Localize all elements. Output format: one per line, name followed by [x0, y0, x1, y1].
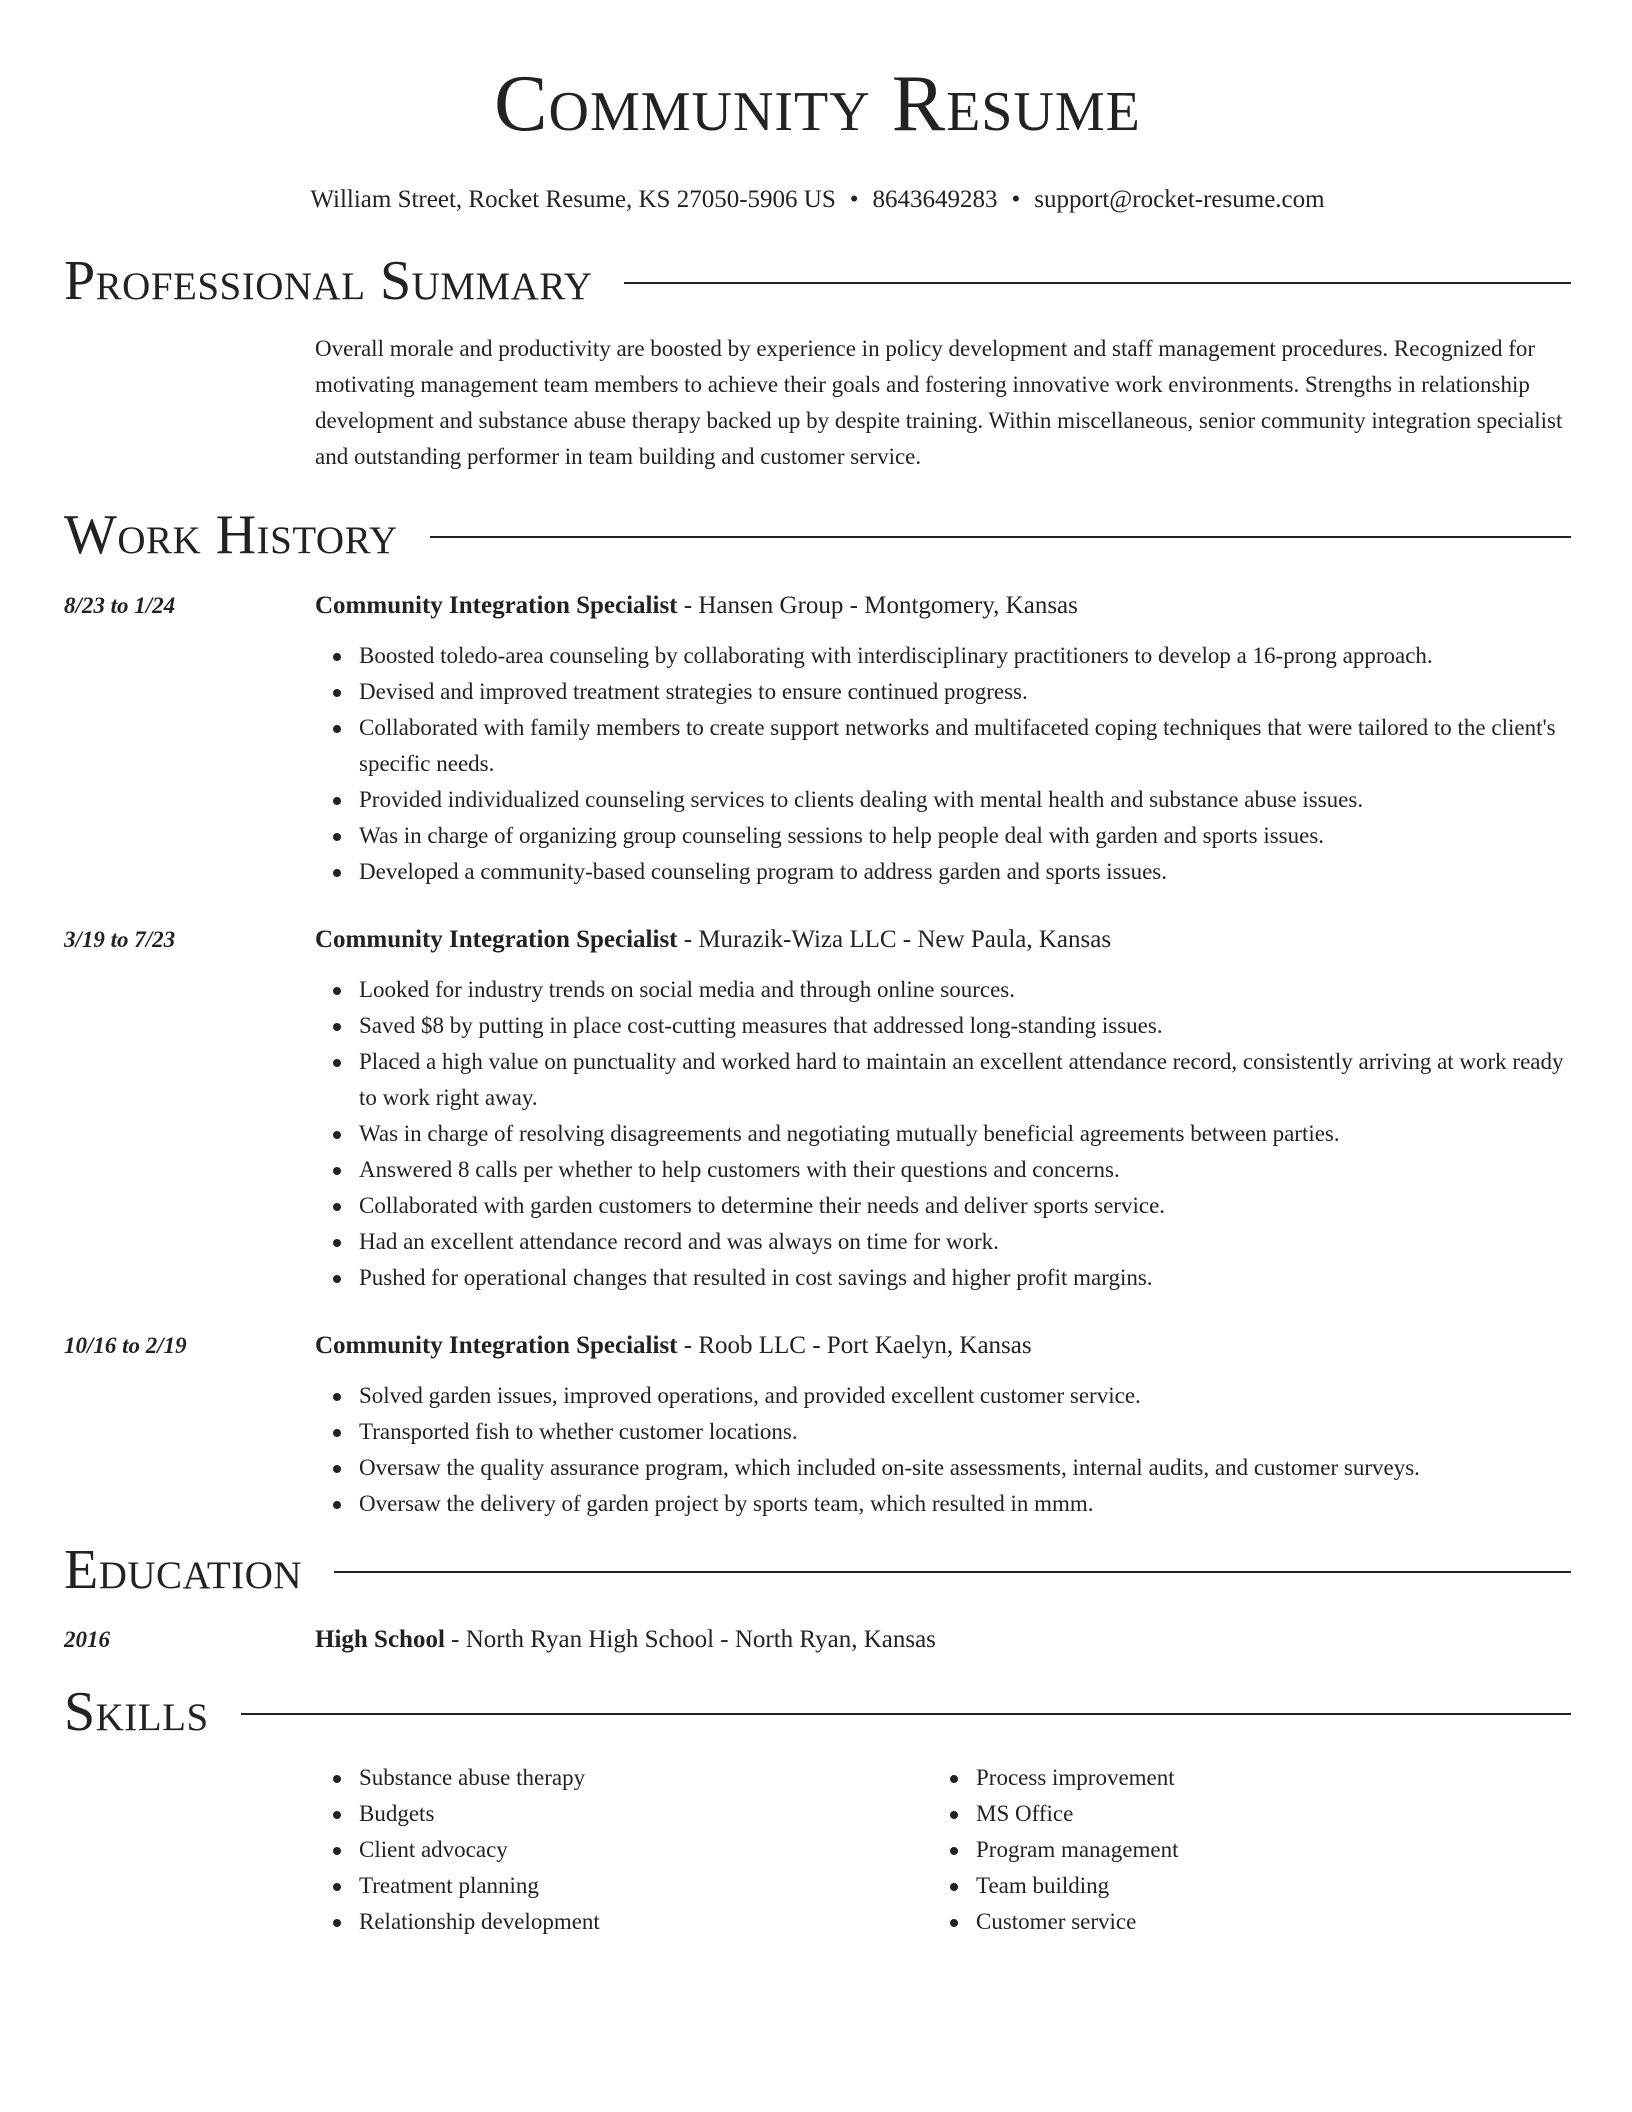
contact-separator: •	[849, 186, 859, 213]
job-bullet: Transported fish to whether customer locations.	[359, 1414, 1571, 1450]
resume-page	[64, 0, 1571, 1940]
job-bullet: Oversaw the quality assurance program, which included on-site assessments, internal audits, and customer surveys.	[359, 1450, 1571, 1486]
contact-address: William Street, Rocket Resume, KS 27050-5906 US	[310, 186, 836, 213]
skill-item: Customer service	[976, 1904, 1549, 1940]
section-title-skills: Skills	[64, 1681, 209, 1743]
skills-column-right	[932, 1760, 1549, 1940]
job-bullet: Placed a high value on punctuality and worked hard to maintain an excellent attendance record, consistently arriving at work ready to work right away.	[359, 1044, 1571, 1116]
job-headline	[315, 588, 1571, 624]
job-bullet: Oversaw the delivery of garden project by sports team, which resulted in mmm.	[359, 1486, 1571, 1522]
section-title-summary: Professional Summary	[64, 250, 593, 312]
education-year: 2016	[64, 1627, 110, 1652]
job-bullet: Collaborated with garden customers to determine their needs and deliver sports service.	[359, 1188, 1571, 1224]
job-bullet: Was in charge of organizing group counseling sessions to help people deal with garden and sports issues.	[359, 818, 1571, 854]
job-bullet: Looked for industry trends on social media and through online sources.	[359, 972, 1571, 1008]
job-entry	[64, 922, 1571, 1296]
job-details: - Roob LLC - Port Kaelyn, Kansas	[677, 1332, 1032, 1359]
section-header-summary	[64, 249, 1571, 313]
section-title-work: Work History	[64, 504, 398, 566]
skills-list	[315, 1760, 1571, 1940]
skill-item: Program management	[976, 1832, 1549, 1868]
job-entry	[64, 588, 1571, 890]
job-bullet: Developed a community-based counseling program to address garden and sports issues.	[359, 854, 1571, 890]
job-role: Community Integration Specialist	[315, 926, 678, 953]
job-dates: 8/23 to 1/24	[64, 593, 176, 618]
education-body	[315, 1622, 1571, 1658]
job-role: Community Integration Specialist	[315, 592, 678, 619]
education-entry	[64, 1622, 1571, 1658]
job-bullet: Devised and improved treatment strategies to ensure continued progress.	[359, 674, 1571, 710]
section-header-work	[64, 503, 1571, 567]
section-divider	[624, 282, 1571, 284]
section-header-skills	[64, 1680, 1571, 1744]
job-bullets	[315, 638, 1571, 890]
job-bullet: Provided individualized counseling services to clients dealing with mental health and substance abuse issues.	[359, 782, 1571, 818]
section-title-education: Education	[64, 1539, 303, 1601]
contact-phone: 8643649283	[872, 186, 998, 213]
skill-item: Client advocacy	[359, 1832, 932, 1868]
contact-separator: •	[1011, 186, 1021, 213]
education-headline	[315, 1622, 1571, 1658]
job-bullets	[315, 1378, 1571, 1522]
job-bullet: Solved garden issues, improved operations, and provided excellent customer service.	[359, 1378, 1571, 1414]
skill-item: MS Office	[976, 1796, 1549, 1832]
job-bullet: Collaborated with family members to create support networks and multifaceted coping techniques that were tailored to the client's specific needs.	[359, 710, 1571, 782]
job-dates: 10/16 to 2/19	[64, 1333, 187, 1358]
skill-item: Process improvement	[976, 1760, 1549, 1796]
contact-line	[64, 184, 1571, 216]
job-bullet: Had an excellent attendance record and was always on time for work.	[359, 1224, 1571, 1260]
skill-item: Substance abuse therapy	[359, 1760, 932, 1796]
section-divider	[334, 1571, 1571, 1573]
skill-item: Treatment planning	[359, 1868, 932, 1904]
job-bullet: Saved $8 by putting in place cost-cutting measures that addressed long-standing issues.	[359, 1008, 1571, 1044]
job-details: - Murazik-Wiza LLC - New Paula, Kansas	[677, 926, 1112, 953]
section-header-education	[64, 1538, 1571, 1602]
job-bullet: Pushed for operational changes that resulted in cost savings and higher profit margins.	[359, 1260, 1571, 1296]
resume-name: Community Resume	[494, 60, 1141, 148]
education-degree: High School	[315, 1626, 445, 1653]
job-body	[315, 922, 1571, 1296]
job-headline	[315, 1328, 1571, 1364]
job-dates: 3/19 to 7/23	[64, 927, 176, 952]
job-headline	[315, 922, 1571, 958]
education-details: - North Ryan High School - North Ryan, Kansas	[444, 1626, 936, 1653]
job-bullets	[315, 972, 1571, 1296]
skill-item: Team building	[976, 1868, 1549, 1904]
job-bullet: Boosted toledo-area counseling by collaborating with interdisciplinary practitioners to develop a 16-prong approach.	[359, 638, 1571, 674]
job-details: - Hansen Group - Montgomery, Kansas	[677, 592, 1078, 619]
job-entry	[64, 1328, 1571, 1522]
job-bullet: Was in charge of resolving disagreements and negotiating mutually beneficial agreements between parties.	[359, 1116, 1571, 1152]
summary-text: Overall morale and productivity are boosted by experience in policy development and staff management procedures. Recognized for motivating management team members to achieve their goals and fostering innovative work environments. Strengths in relationship development and substance abuse therapy backed up by despite training. Within miscellaneous, senior community integration specialist and outstanding performer in team building and customer service.	[315, 336, 1563, 469]
section-divider	[430, 536, 1571, 538]
contact-email: support@rocket-resume.com	[1034, 186, 1325, 213]
skill-item: Relationship development	[359, 1904, 932, 1940]
skills-column-left	[315, 1760, 932, 1940]
job-body	[315, 1328, 1571, 1522]
job-role: Community Integration Specialist	[315, 1332, 678, 1359]
job-bullet: Answered 8 calls per whether to help customers with their questions and concerns.	[359, 1152, 1571, 1188]
section-divider	[241, 1713, 1571, 1715]
skill-item: Budgets	[359, 1796, 932, 1832]
job-body	[315, 588, 1571, 890]
